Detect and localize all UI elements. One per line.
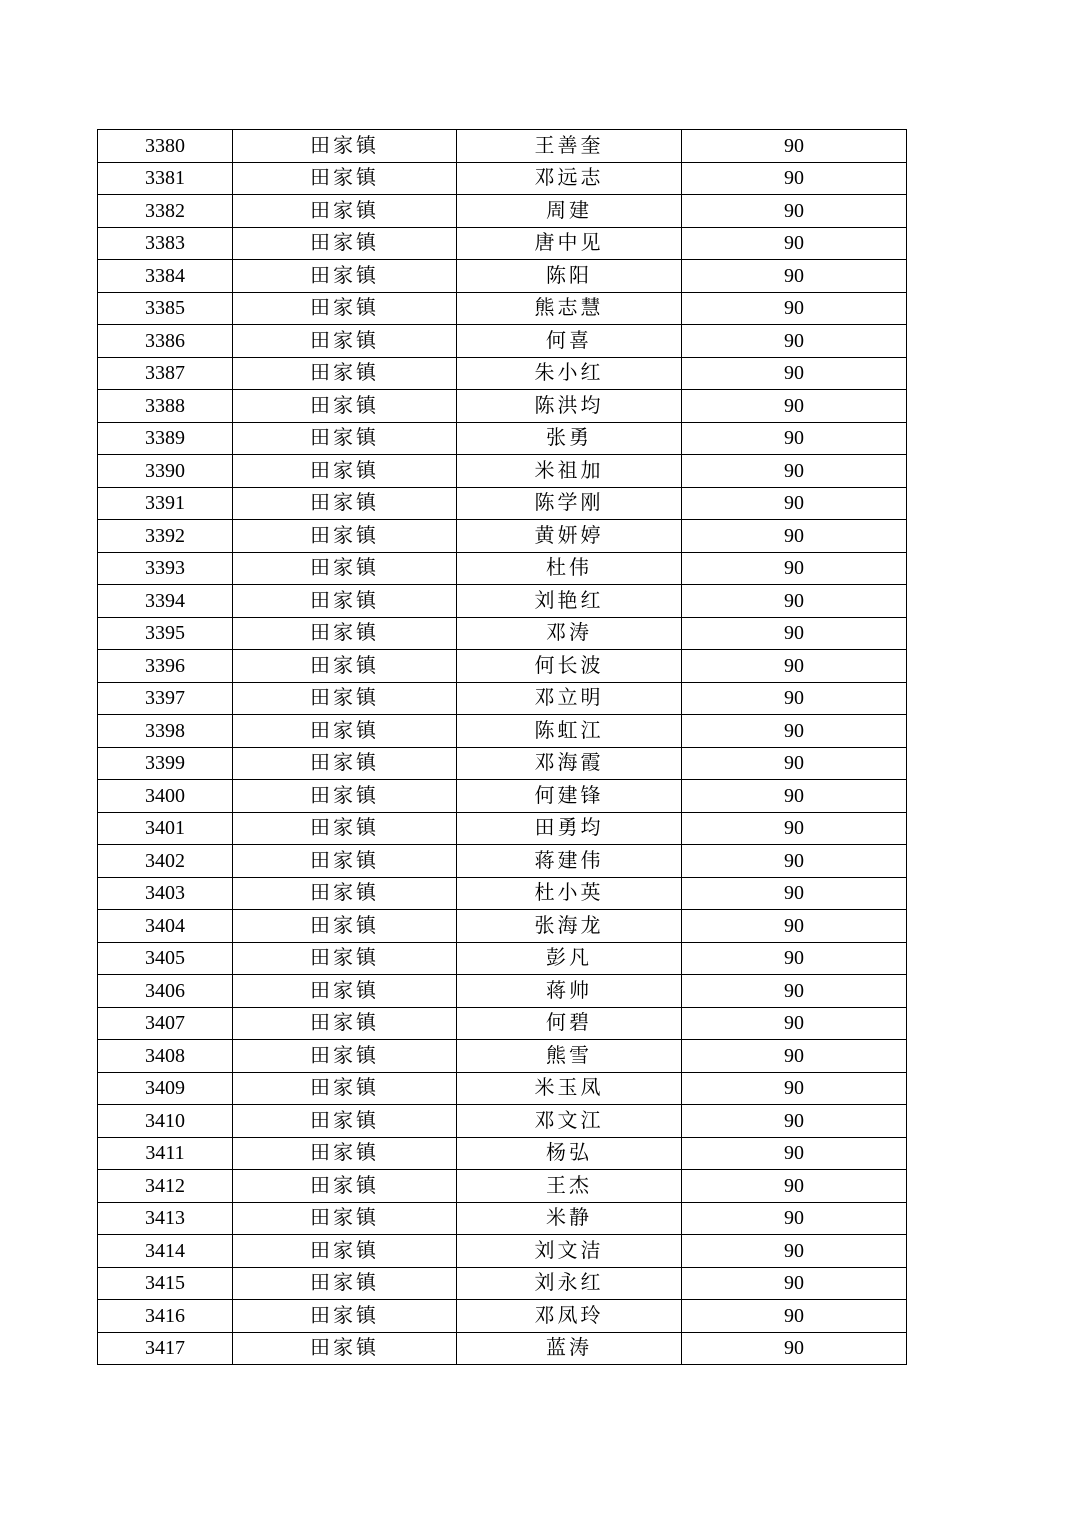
table-row [98,1332,907,1365]
table-row [98,942,907,975]
cell-person-name: 何碧 [457,1007,682,1040]
cell-number: 3387 [98,357,233,390]
cell-score: 90 [682,520,907,553]
cell-person-name: 蓝涛 [457,1332,682,1365]
table-row [98,747,907,780]
cell-town: 田家镇 [233,1235,457,1268]
cell-town: 田家镇 [233,715,457,748]
cell-number: 3391 [98,487,233,520]
cell-number: 3414 [98,1235,233,1268]
cell-person-name: 杨弘 [457,1137,682,1170]
cell-score: 90 [682,975,907,1008]
cell-score: 90 [682,942,907,975]
cell-town: 田家镇 [233,747,457,780]
cell-town: 田家镇 [233,195,457,228]
cell-score: 90 [682,910,907,943]
cell-number: 3389 [98,422,233,455]
table-row [98,1105,907,1138]
cell-score: 90 [682,455,907,488]
cell-number: 3385 [98,292,233,325]
cell-person-name: 杜伟 [457,552,682,585]
cell-number: 3412 [98,1170,233,1203]
cell-person-name: 米玉凤 [457,1072,682,1105]
cell-person-name: 刘艳红 [457,585,682,618]
table-row [98,390,907,423]
cell-number: 3397 [98,682,233,715]
cell-score: 90 [682,390,907,423]
cell-town: 田家镇 [233,910,457,943]
cell-town: 田家镇 [233,975,457,1008]
cell-number: 3381 [98,162,233,195]
cell-number: 3382 [98,195,233,228]
cell-town: 田家镇 [233,1072,457,1105]
table-row [98,1202,907,1235]
cell-score: 90 [682,1202,907,1235]
cell-score: 90 [682,845,907,878]
cell-number: 3406 [98,975,233,1008]
cell-number: 3383 [98,227,233,260]
table-row [98,195,907,228]
cell-number: 3405 [98,942,233,975]
cell-town: 田家镇 [233,260,457,293]
cell-number: 3416 [98,1300,233,1333]
table-row [98,1300,907,1333]
cell-person-name: 邓远志 [457,162,682,195]
cell-score: 90 [682,1137,907,1170]
cell-person-name: 刘永红 [457,1267,682,1300]
cell-person-name: 米祖加 [457,455,682,488]
cell-score: 90 [682,650,907,683]
cell-town: 田家镇 [233,1267,457,1300]
cell-number: 3411 [98,1137,233,1170]
cell-town: 田家镇 [233,1300,457,1333]
cell-score: 90 [682,877,907,910]
table-row [98,682,907,715]
cell-town: 田家镇 [233,357,457,390]
cell-score: 90 [682,1332,907,1365]
cell-person-name: 陈洪均 [457,390,682,423]
cell-number: 3392 [98,520,233,553]
cell-number: 3390 [98,455,233,488]
cell-score: 90 [682,227,907,260]
cell-score: 90 [682,1105,907,1138]
table-row [98,910,907,943]
cell-town: 田家镇 [233,1332,457,1365]
cell-person-name: 彭凡 [457,942,682,975]
table-row [98,585,907,618]
cell-number: 3398 [98,715,233,748]
table-row [98,422,907,455]
cell-town: 田家镇 [233,227,457,260]
cell-score: 90 [682,682,907,715]
cell-person-name: 周建 [457,195,682,228]
roster-table-body [98,130,907,1365]
cell-number: 3395 [98,617,233,650]
cell-score: 90 [682,487,907,520]
cell-person-name: 蒋建伟 [457,845,682,878]
cell-number: 3388 [98,390,233,423]
cell-score: 90 [682,585,907,618]
cell-town: 田家镇 [233,162,457,195]
cell-score: 90 [682,1235,907,1268]
cell-town: 田家镇 [233,520,457,553]
table-row [98,1007,907,1040]
cell-town: 田家镇 [233,650,457,683]
cell-town: 田家镇 [233,780,457,813]
cell-number: 3401 [98,812,233,845]
cell-number: 3410 [98,1105,233,1138]
cell-person-name: 张勇 [457,422,682,455]
table-row [98,812,907,845]
cell-number: 3413 [98,1202,233,1235]
cell-number: 3384 [98,260,233,293]
cell-person-name: 陈学刚 [457,487,682,520]
cell-person-name: 熊雪 [457,1040,682,1073]
table-row [98,715,907,748]
cell-person-name: 熊志慧 [457,292,682,325]
cell-town: 田家镇 [233,585,457,618]
cell-person-name: 邓凤玲 [457,1300,682,1333]
cell-number: 3408 [98,1040,233,1073]
table-row [98,162,907,195]
cell-score: 90 [682,780,907,813]
cell-score: 90 [682,130,907,163]
cell-town: 田家镇 [233,1007,457,1040]
cell-number: 3409 [98,1072,233,1105]
table-row [98,650,907,683]
cell-person-name: 邓海霞 [457,747,682,780]
cell-person-name: 何长波 [457,650,682,683]
cell-person-name: 邓涛 [457,617,682,650]
cell-person-name: 田勇均 [457,812,682,845]
cell-town: 田家镇 [233,487,457,520]
cell-score: 90 [682,715,907,748]
cell-town: 田家镇 [233,812,457,845]
cell-number: 3399 [98,747,233,780]
cell-number: 3403 [98,877,233,910]
cell-town: 田家镇 [233,422,457,455]
table-row [98,130,907,163]
cell-number: 3396 [98,650,233,683]
cell-town: 田家镇 [233,617,457,650]
cell-person-name: 邓文江 [457,1105,682,1138]
cell-score: 90 [682,195,907,228]
cell-town: 田家镇 [233,325,457,358]
cell-town: 田家镇 [233,130,457,163]
cell-score: 90 [682,422,907,455]
table-row [98,1235,907,1268]
table-row [98,1267,907,1300]
cell-person-name: 何喜 [457,325,682,358]
cell-score: 90 [682,357,907,390]
cell-person-name: 陈阳 [457,260,682,293]
cell-score: 90 [682,1267,907,1300]
cell-town: 田家镇 [233,1202,457,1235]
table-row [98,260,907,293]
table-row [98,455,907,488]
cell-town: 田家镇 [233,682,457,715]
cell-person-name: 刘文洁 [457,1235,682,1268]
table-row [98,227,907,260]
cell-score: 90 [682,325,907,358]
table-row [98,1072,907,1105]
cell-score: 90 [682,812,907,845]
cell-person-name: 王善奎 [457,130,682,163]
cell-person-name: 何建锋 [457,780,682,813]
cell-person-name: 杜小英 [457,877,682,910]
cell-score: 90 [682,1300,907,1333]
cell-person-name: 唐中见 [457,227,682,260]
cell-number: 3402 [98,845,233,878]
table-row [98,877,907,910]
cell-score: 90 [682,1007,907,1040]
cell-person-name: 张海龙 [457,910,682,943]
cell-score: 90 [682,1040,907,1073]
cell-person-name: 王杰 [457,1170,682,1203]
cell-person-name: 陈虹江 [457,715,682,748]
cell-score: 90 [682,1072,907,1105]
table-row [98,780,907,813]
cell-score: 90 [682,1170,907,1203]
table-row [98,617,907,650]
table-row [98,1170,907,1203]
cell-town: 田家镇 [233,1040,457,1073]
cell-number: 3417 [98,1332,233,1365]
table-row [98,292,907,325]
cell-score: 90 [682,617,907,650]
table-row [98,552,907,585]
table-row [98,357,907,390]
cell-number: 3404 [98,910,233,943]
cell-number: 3407 [98,1007,233,1040]
roster-table [97,129,907,1365]
cell-score: 90 [682,747,907,780]
cell-score: 90 [682,162,907,195]
cell-town: 田家镇 [233,455,457,488]
cell-town: 田家镇 [233,292,457,325]
cell-town: 田家镇 [233,1105,457,1138]
cell-town: 田家镇 [233,552,457,585]
cell-number: 3400 [98,780,233,813]
cell-score: 90 [682,292,907,325]
cell-person-name: 米静 [457,1202,682,1235]
table-row [98,520,907,553]
cell-number: 3393 [98,552,233,585]
table-row [98,845,907,878]
cell-score: 90 [682,552,907,585]
cell-town: 田家镇 [233,1170,457,1203]
cell-town: 田家镇 [233,877,457,910]
table-row [98,1137,907,1170]
table-row [98,1040,907,1073]
table-row [98,975,907,1008]
cell-person-name: 邓立明 [457,682,682,715]
cell-town: 田家镇 [233,845,457,878]
table-row [98,487,907,520]
cell-number: 3394 [98,585,233,618]
cell-town: 田家镇 [233,942,457,975]
cell-number: 3386 [98,325,233,358]
cell-town: 田家镇 [233,1137,457,1170]
cell-person-name: 蒋帅 [457,975,682,1008]
cell-number: 3415 [98,1267,233,1300]
table-row [98,325,907,358]
cell-number: 3380 [98,130,233,163]
cell-person-name: 黄妍婷 [457,520,682,553]
cell-town: 田家镇 [233,390,457,423]
cell-score: 90 [682,260,907,293]
cell-person-name: 朱小红 [457,357,682,390]
